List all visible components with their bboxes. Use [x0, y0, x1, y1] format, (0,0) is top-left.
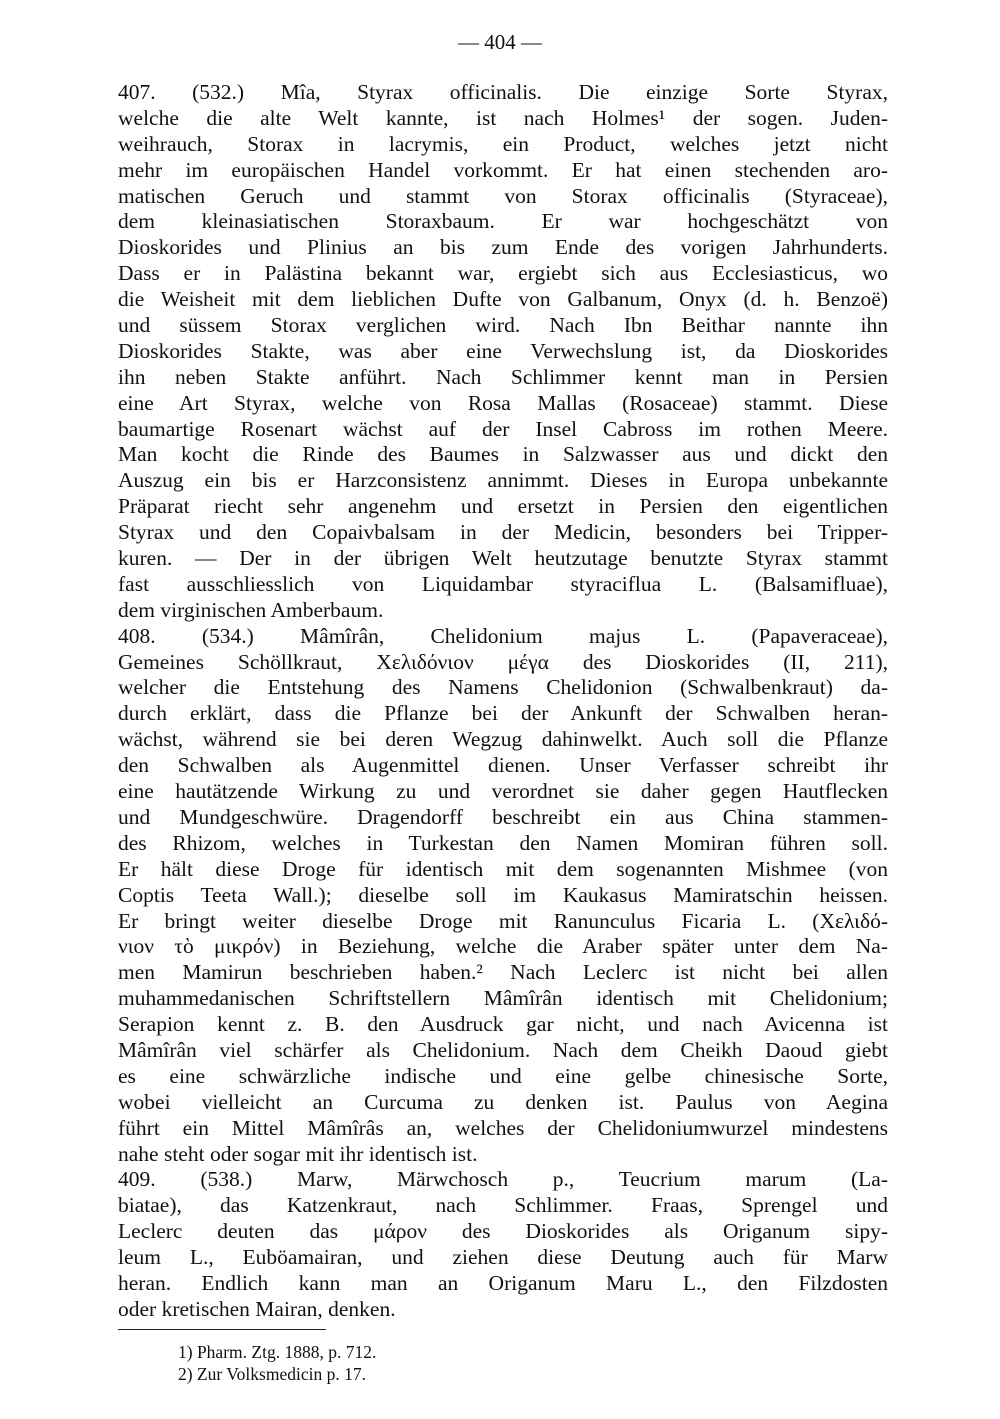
text-line: führt ein Mittel Mâmîrâs an, welches der Chelidoniumwurzel mindestens	[118, 1115, 888, 1140]
footnotes	[178, 1341, 376, 1385]
text-line: biatae), das Katzenkraut, nach Schlimmer. Fraas, Sprengel und	[118, 1193, 888, 1218]
text-line: matischen Geruch und stammt von Storax officinalis (Styraceae),	[118, 183, 888, 208]
text-line: heran. Endlich kann man an Origanum Maru L., den Filzdosten	[118, 1270, 888, 1295]
body-text	[118, 80, 888, 1323]
text-line: dem virginischen Amberbaum.	[118, 597, 384, 622]
text-line: welcher die Entstehung des Namens Chelidonion (Schwalbenkraut) da-	[118, 675, 888, 700]
text-line: ihn neben Stakte anführt. Nach Schlimmer kennt man in Persien	[118, 364, 888, 389]
text-line: Leclerc deuten das μάρον des Dioskorides als Origanum sipy-	[118, 1219, 888, 1244]
text-line: Auszug ein bis er Harzconsistenz annimmt. Dieses in Europa unbekannte	[118, 468, 888, 493]
text-line: die Weisheit mit dem lieblichen Dufte von Galbanum, Onyx (d. h. Benzoë)	[118, 287, 888, 312]
text-line: men Mamirun beschrieben haben.² Nach Leclerc ist nicht bei allen	[118, 960, 888, 985]
text-line: des Rhizom, welches in Turkestan den Namen Momiran führen soll.	[118, 830, 888, 855]
text-line: Er bringt weiter dieselbe Droge mit Ranunculus Ficaria L. (Χελιδό-	[118, 908, 888, 933]
text-line: Gemeines Schöllkraut, Χελιδόνιον μέγα des Dioskorides (II, 211),	[118, 649, 888, 674]
text-line: nahe steht oder sogar mit ihr identisch ist.	[118, 1141, 478, 1166]
text-line: Mâmîrân viel schärfer als Chelidonium. Nach dem Cheikh Daoud giebt	[118, 1037, 888, 1062]
text-line: Styrax und den Copaivbalsam in der Medicin, besonders bei Tripper-	[118, 520, 888, 545]
text-line: Dioskorides Stakte, was aber eine Verwechslung ist, da Dioskorides	[118, 338, 888, 363]
text-line: 407. (532.) Mîa, Styrax officinalis. Die einzige Sorte Styrax,	[118, 80, 888, 104]
footnote: 1) Pharm. Ztg. 1888, p. 712.	[178, 1342, 377, 1362]
text-line: weihrauch, Storax in lacrymis, ein Product, welches jetzt nicht	[118, 131, 888, 156]
page-number: — 404 —	[458, 30, 542, 54]
text-line: baumartige Rosenart wächst auf der Insel Cabross im rothen Meere.	[118, 416, 888, 441]
footnote: 2) Zur Volksmedicin p. 17.	[178, 1364, 366, 1384]
text-line: wobei vielleicht an Curcuma zu denken ist. Paulus von Aegina	[118, 1089, 888, 1114]
text-line: fast ausschliesslich von Liquidambar styraciflua L. (Balsamifluae),	[118, 571, 888, 596]
text-line: 409. (538.) Marw, Märwchosch p., Teucrium marum (La-	[118, 1167, 888, 1192]
text-line: leum L., Euböamairan, und ziehen diese Deutung auch für Marw	[118, 1245, 888, 1270]
text-line: und Mundgeschwüre. Dragendorff beschreibt ein aus China stammen-	[118, 804, 888, 829]
text-line: Dass er in Palästina bekannt war, ergiebt sich aus Ecclesiasticus, wo	[118, 261, 888, 286]
text-line: Präparat riecht sehr angenehm und ersetzt in Persien den eigentlichen	[118, 494, 888, 519]
text-line: mehr im europäischen Handel vorkommt. Er hat einen stechenden aro-	[118, 157, 888, 182]
text-line: und süssem Storax verglichen wird. Nach Ibn Beithar nannte ihn	[118, 313, 888, 338]
text-line: 408. (534.) Mâmîrân, Chelidonium majus L. (Papaveraceae),	[118, 623, 888, 648]
text-line: muhammedanischen Schriftstellern Mâmîrân identisch mit Chelidonium;	[118, 986, 888, 1011]
text-line: Er hält diese Droge für identisch mit dem sogenannten Mishmee (von	[118, 856, 888, 881]
text-line: den Schwalben als Augenmittel dienen. Unser Verfasser schreibt ihr	[118, 753, 888, 778]
text-line: eine Art Styrax, welche von Rosa Mallas (Rosaceae) stammt. Diese	[118, 390, 888, 415]
text-line: welche die alte Welt kannte, ist nach Holmes¹ der sogen. Juden-	[118, 105, 888, 130]
text-line: Coptis Teeta Wall.); dieselbe soll im Kaukasus Mamiratschin heissen.	[118, 882, 888, 907]
text-line: oder kretischen Mairan, denken.	[118, 1296, 396, 1321]
text-line: wächst, während sie bei deren Wegzug dahinwelkt. Auch soll die Pflanze	[118, 727, 888, 752]
text-line: Dioskorides und Plinius an bis zum Ende des vorigen Jahrhunderts.	[118, 235, 888, 260]
text-line: durch erklärt, dass die Pflanze bei der Ankunft der Schwalben heran-	[118, 701, 888, 726]
text-line: es eine schwärzliche indische und eine gelbe chinesische Sorte,	[118, 1063, 888, 1088]
text-line: kuren. — Der in der übrigen Welt heutzutage benutzte Styrax stammt	[118, 546, 888, 571]
footnote-divider	[118, 1329, 326, 1330]
text-line: dem kleinasiatischen Storaxbaum. Er war hochgeschätzt von	[118, 209, 888, 234]
text-line: Serapion kennt z. B. den Ausdruck gar nicht, und nach Avicenna ist	[118, 1012, 888, 1037]
text-line: Man kocht die Rinde des Baumes in Salzwasser aus und dickt den	[118, 442, 888, 467]
text-line: eine hautätzende Wirkung zu und verordnet sie daher gegen Hautflecken	[118, 779, 888, 804]
text-line: νιον τὸ μικρόν) in Beziehung, welche die Araber später unter dem Na-	[118, 934, 888, 959]
